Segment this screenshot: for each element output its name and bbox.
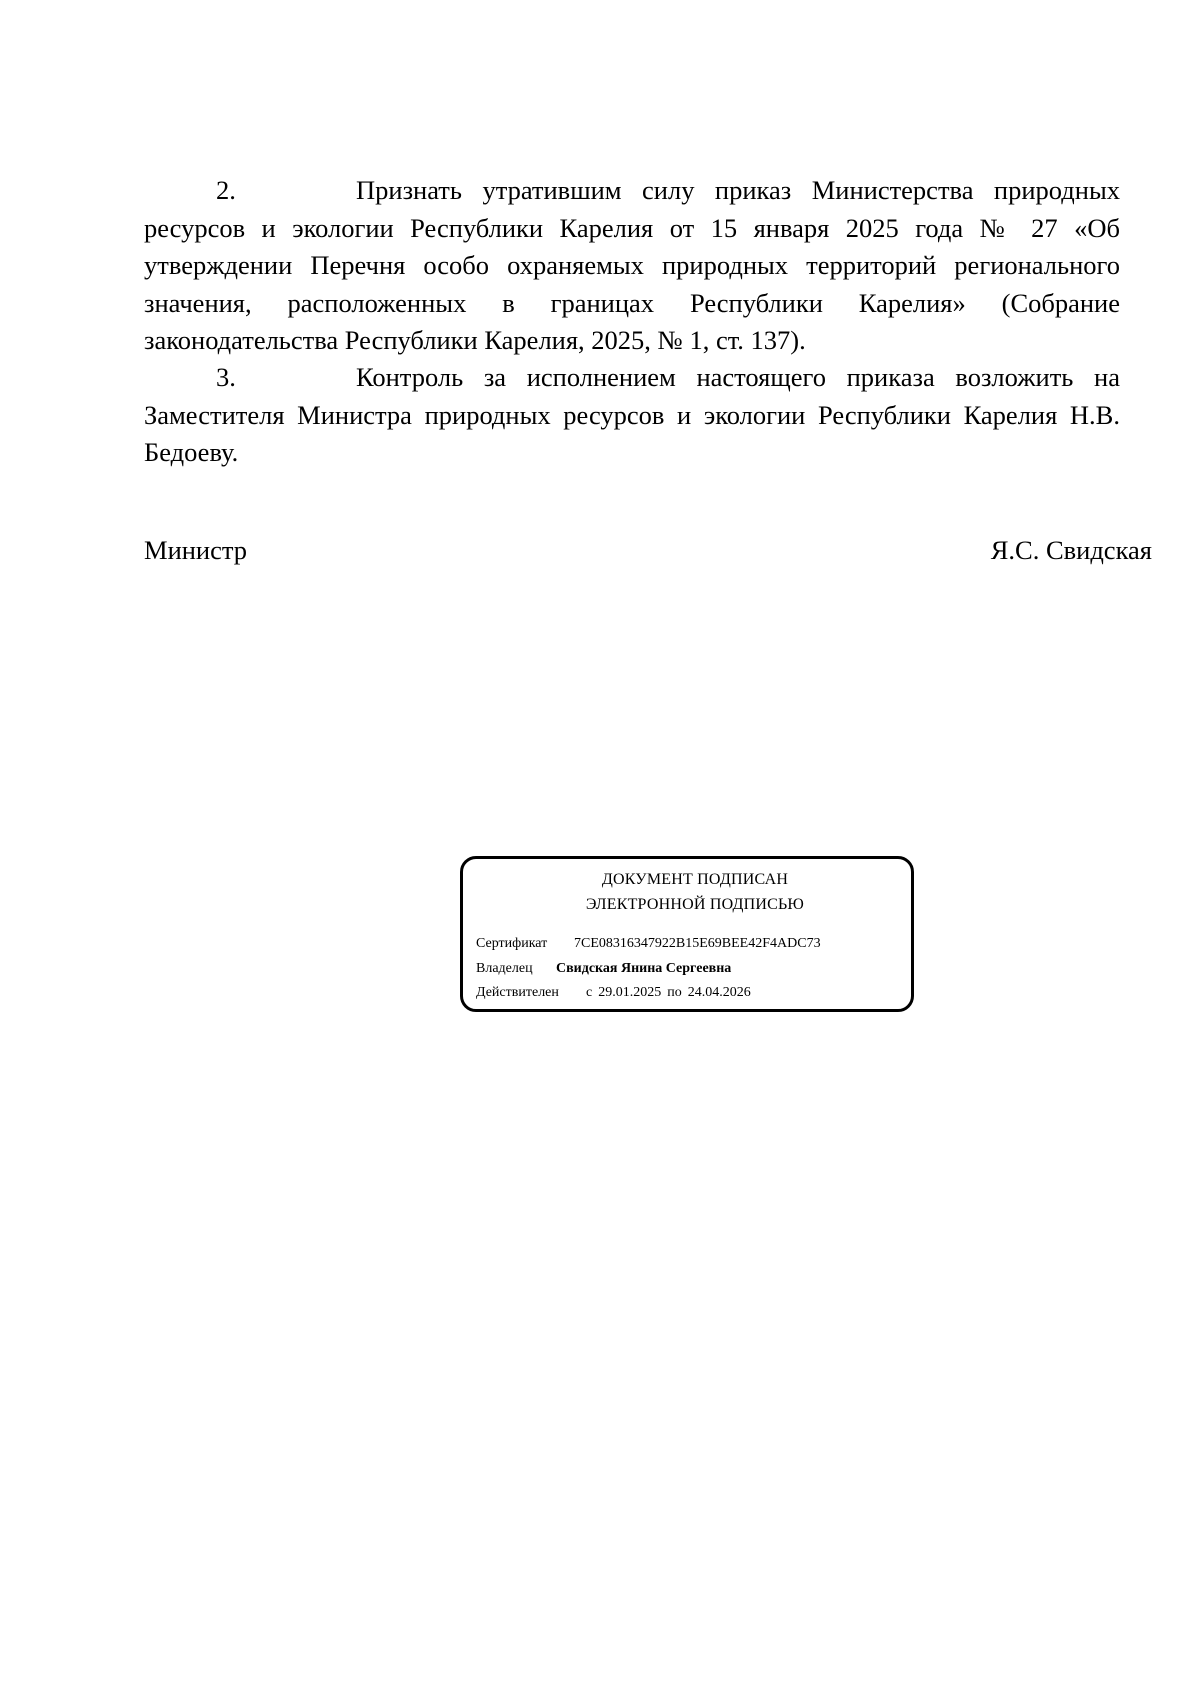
paragraph-number: 2. [216,175,236,205]
electronic-signature-stamp [460,856,914,1012]
stamp-title-line-1: ДОКУМЕНТ ПОДПИСАН [601,871,789,888]
valid-from-date: 29.01.2025 [598,985,662,1000]
paragraph-text: Признать утратившим силу приказ Министерства природных ресурсов и экологии Республики Карелия от 15 января 2025 года № 27 «Об утверждении Перечня особо охраняемых природных территорий регионального значения, расположенных в границах Республики Карелия» (Собрание законодательства Республики Карелия, 2025, № 1, ст. 137). [144,175,1120,355]
stamp-validity-row [476,983,751,1003]
paragraph-item-2 [144,172,1120,360]
paragraph-text: Контроль за исполнением настоящего приказа возложить на Заместителя Министра природных ресурсов и экологии Республики Карелия Н.В. Бедоеву. [144,362,1120,467]
signer-position: Министр [144,535,248,565]
certificate-label: Сертификат [476,936,548,951]
valid-from-prefix: с [586,985,593,1000]
owner-label: Владелец [476,961,533,976]
owner-value: Свидская Янина Сергеевна [556,961,732,976]
stamp-certificate-row [476,934,821,954]
valid-to-date: 24.04.2026 [687,985,751,1000]
paragraph-number: 3. [216,362,236,392]
valid-to-prefix: по [667,985,682,1000]
certificate-value: 7CE08316347922B15E69BEE42F4ADC73 [574,936,821,951]
paragraph-item-3 [144,359,1120,472]
signer-name: Я.С. Свидская [990,535,1152,565]
validity-label: Действителен [476,985,559,1000]
stamp-title-line-2: ЭЛЕКТРОННОЙ ПОДПИСЬЮ [585,896,805,913]
stamp-owner-row [476,959,731,979]
